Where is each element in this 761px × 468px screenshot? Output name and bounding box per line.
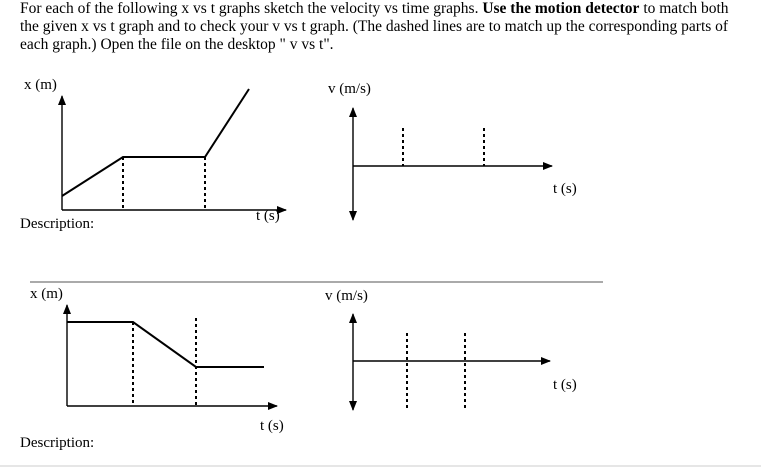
p1-position-curve bbox=[62, 89, 249, 196]
p1-v-vs-t-graph bbox=[353, 108, 552, 220]
p2-position-curve bbox=[67, 322, 264, 367]
p2-v-axis-label: v (m/s) bbox=[325, 288, 368, 304]
p1-v-time-label: t (s) bbox=[553, 181, 577, 197]
instructions-bold: Use the motion detector bbox=[482, 0, 640, 17]
p2-x-time-label: t (s) bbox=[260, 418, 284, 434]
p2-x-axis-label: x (m) bbox=[30, 286, 63, 302]
p2-v-vs-t-graph bbox=[353, 314, 550, 410]
p2-x-vs-t-graph bbox=[67, 305, 277, 406]
p1-x-axis-label: x (m) bbox=[24, 77, 57, 93]
p1-x-vs-t-graph bbox=[62, 89, 286, 210]
instructions-text-2: to match both the given x vs t graph and to check your v vs t graph. (The dashed lines are to match up the corresponding parts of each graph.) Open the file on the desktop " v vs t". bbox=[20, 0, 729, 53]
p1-description-label: Description: bbox=[20, 216, 95, 232]
p2-v-time-label: t (s) bbox=[553, 377, 577, 393]
p2-description-label: Description: bbox=[20, 435, 95, 451]
p1-x-time-label: t (s) bbox=[256, 208, 280, 224]
instructions-text-1: For each of the following x vs t graphs sketch the velocity vs time graphs. bbox=[20, 0, 483, 17]
p1-v-axis-label: v (m/s) bbox=[328, 81, 371, 97]
